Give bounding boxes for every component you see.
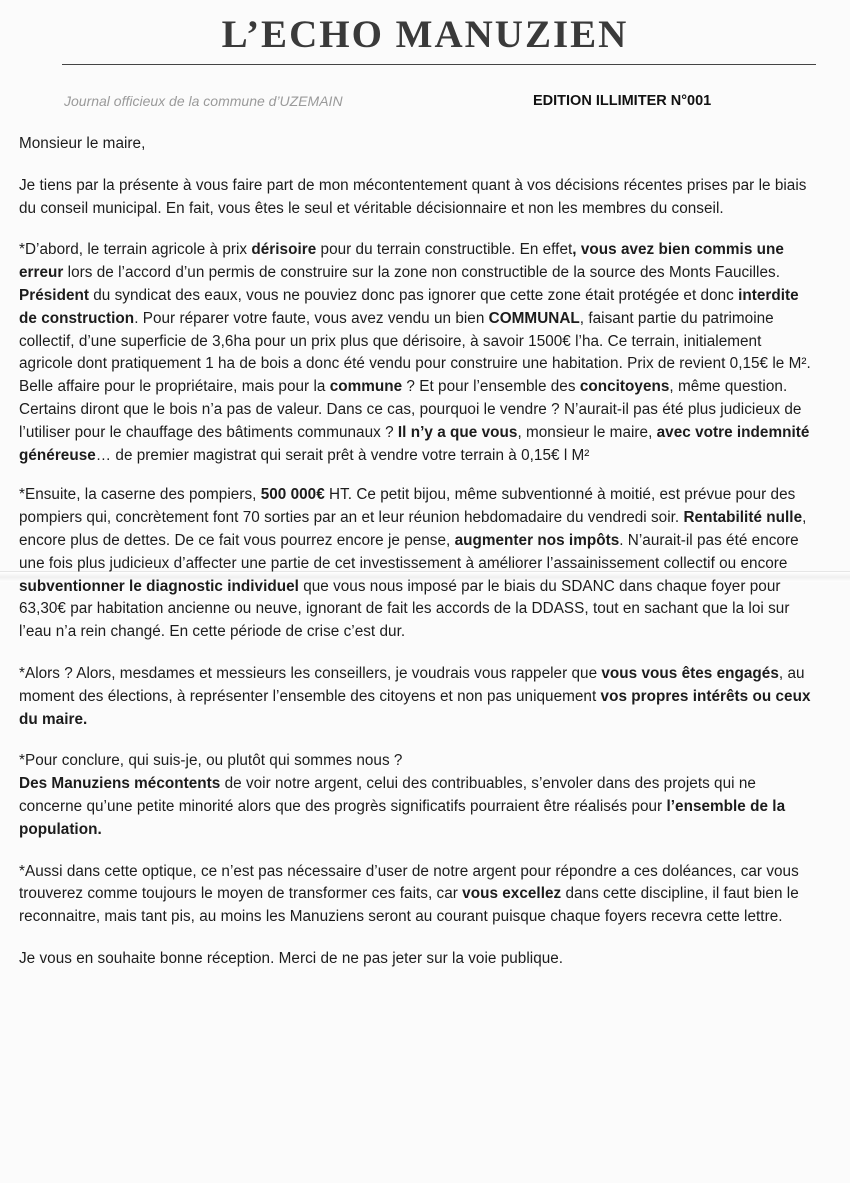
paragraph-optique <box>19 861 819 929</box>
bold-text-run: Président <box>19 286 89 304</box>
text-run: que vous nous imposé par le biais du SDANC dans chaque foyer pour 63,30€ par habitation ancienne ou neuve, ignorant de fait les accords de la DDASS, tout en sachant que la loi sur l’eau n’a rein changé. En cette période de crise c’est dur. <box>19 577 790 641</box>
letter-body <box>19 133 819 990</box>
bold-text-run: Il n’y a que vous <box>397 423 518 441</box>
bold-text-run: subventionner le diagnostic individuel <box>19 577 299 595</box>
bold-text-run: commune <box>329 378 403 396</box>
salutation: Monsieur le maire, <box>19 135 146 152</box>
paragraph-intro: Je tiens par la présente à vous faire part de mon mécontentement quant à vos décisions récentes prises par le biais du conseil municipal. En fait, vous êtes le seul et véritable décisionnaire et non les membres du conseil. <box>19 176 807 217</box>
text-run: dans cette discipline, il faut bien le reconnaitre, mais tant pis, au moins les Manuziens seront au courant puisque chaque foyers recevra cette lettre. <box>19 885 799 926</box>
paragraph-conseillers <box>19 663 819 731</box>
bold-text-run: concitoyens <box>579 378 670 396</box>
text-run: de voir notre argent, celui des contribuables, s’envoler dans des projets qui ne concerne qu’une petite minorité alors que des progrès significatifs pourraient être réalisés pour <box>19 775 756 815</box>
bold-text-run: 500 000€ <box>260 486 325 504</box>
masthead-subtitle: Journal officieux de la commune d’UZEMAIN <box>64 93 343 109</box>
text-run: , au moment des élections, à représenter l’ensemble des citoyens et non pas uniquement <box>19 664 805 705</box>
text-run: . N’aurait-il pas été encore une fois plus judicieux d’affecter une partie de cet investissement à améliorer l’assainissement collectif ou encore <box>19 531 799 572</box>
paragraph-terrain <box>19 239 819 376</box>
text-run: Belle affaire pour le propriétaire, mais pour la <box>19 378 330 396</box>
paragraph-conclusion-question: *Pour conclure, qui suis-je, ou plutôt qui sommes nous ? <box>19 752 403 770</box>
edition-number: EDITION ILLIMITER N°001 <box>533 93 712 109</box>
text-run: HT. Ce petit bijou, même subventionné à moitié, est prévue pour des pompiers qui, concrètement font 70 sorties par an et leur réunion hebdomadaire du vendredi soir. <box>19 486 796 527</box>
paragraph-conclusion <box>19 773 819 841</box>
text-run: , encore plus de dettes. De ce fait vous pourrez encore je pense, <box>19 509 807 549</box>
text-run: *Ensuite, la caserne des pompiers, <box>19 486 261 504</box>
closing-line: Je vous en souhaite bonne réception. Merci de ne pas jeter sur la voie publique. <box>19 949 564 967</box>
bold-text-run: dérisoire <box>251 241 317 259</box>
bold-text-run: vous vous êtes engagés <box>601 664 779 682</box>
bold-text-run: avec votre indemnité généreuse <box>19 423 810 464</box>
bold-text-run: , vous avez bien commis une erreur <box>19 241 784 282</box>
bold-text-run: COMMUNAL <box>488 309 580 327</box>
text-run: *D’abord, le terrain agricole à prix <box>19 241 252 259</box>
text-run: ? Et pour l’ensemble des <box>402 378 580 396</box>
bold-text-run: vos propres intérêts ou ceux du maire. <box>19 687 811 728</box>
bold-text-run: Des Manuziens mécontents <box>19 775 221 793</box>
bold-text-run: interdite de construction <box>19 286 799 327</box>
text-run: , même question. Certains diront que le bois n’a pas de valeur. Dans ce cas, pourquoi le vendre ? N’aurait-il pas été plus judicieux de l’utiliser pour le chauffage des bâtiments communaux ? <box>19 378 802 441</box>
text-run: *Aussi dans cette optique, ce n’est pas nécessaire d’user de notre argent pour répondre a ces doléances, car vous trouverez comme toujours le moyen de transformer ces faits, car <box>19 862 799 903</box>
paragraph-commune <box>19 376 819 467</box>
text-run: pour du terrain constructible. En effet <box>316 241 573 259</box>
masthead-title: L’ECHO MANUZIEN <box>221 13 629 56</box>
bold-text-run: augmenter nos impôts <box>454 531 620 549</box>
text-run: lors de l’accord d’un permis de construire sur la zone non constructible de la source des Monts Faucilles. <box>63 264 780 282</box>
paragraph-caserne <box>19 484 819 644</box>
text-run: , monsieur le maire, <box>517 423 657 441</box>
text-run: … de premier magistrat qui serait prêt à vendre votre terrain à 0,15€ l M² <box>95 446 590 464</box>
masthead-rule <box>62 64 816 65</box>
text-run: , faisant partie du patrimoine collectif, d’une superficie de 3,6ha pour un prix plus que dérisoire, à savoir 1500€ l’ha. Ce terrain, initialement agricole dont pratiquement 1 ha de bois a donc été vendu pour construire une habitation. Prix de revient 0,15€ le M². <box>19 309 811 373</box>
bold-text-run: vous excellez <box>462 885 562 903</box>
bold-text-run: Rentabilité nulle <box>683 509 803 527</box>
bold-text-run: l’ensemble de la population. <box>19 797 786 838</box>
text-run: du syndicat des eaux, vous ne pouviez donc pas ignorer que cette zone était protégée et donc <box>88 286 739 304</box>
text-run: *Alors ? Alors, mesdames et messieurs les conseillers, je voudrais vous rappeler que <box>19 664 602 682</box>
text-run: . Pour réparer votre faute, vous avez vendu un bien <box>134 309 489 327</box>
